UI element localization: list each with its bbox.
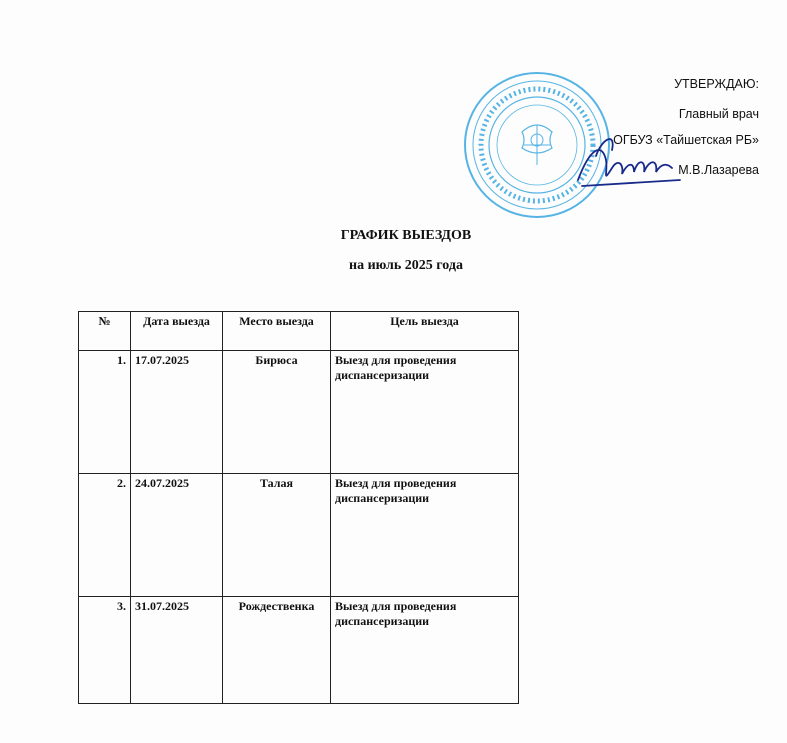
row-number: 2. [79, 474, 131, 597]
table-row [79, 597, 519, 704]
row-purpose: Выезд для проведения диспансеризации [331, 474, 519, 597]
header-number: № [79, 312, 131, 351]
row-purpose: Выезд для проведения диспансеризации [331, 351, 519, 474]
row-date: 17.07.2025 [131, 351, 223, 474]
signature [572, 128, 687, 200]
row-date: 24.07.2025 [131, 474, 223, 597]
table-header-row [79, 312, 519, 351]
table-row [79, 351, 519, 474]
row-date: 31.07.2025 [131, 597, 223, 704]
header-place: Место выезда [223, 312, 331, 351]
table-row [79, 474, 519, 597]
schedule-table [78, 311, 519, 704]
approval-title: УТВЕРЖДАЮ: [674, 77, 759, 91]
approval-position: Главный врач [678, 107, 759, 121]
row-purpose: Выезд для проведения диспансеризации [331, 597, 519, 704]
row-place: Талая [223, 474, 331, 597]
row-number: 3. [79, 597, 131, 704]
row-place: Рождественка [223, 597, 331, 704]
header-date: Дата выезда [131, 312, 223, 351]
page-subtitle: на июль 2025 года [349, 258, 463, 273]
approval-organization: ОГБУЗ «Тайшетская РБ» [613, 133, 759, 147]
header-purpose: Цель выезда [331, 312, 519, 351]
row-number: 1. [79, 351, 131, 474]
approval-signer: М.В.Лазарева [678, 163, 759, 177]
row-place: Бирюса [223, 351, 331, 474]
page-title: ГРАФИК ВЫЕЗДОВ [340, 228, 472, 243]
